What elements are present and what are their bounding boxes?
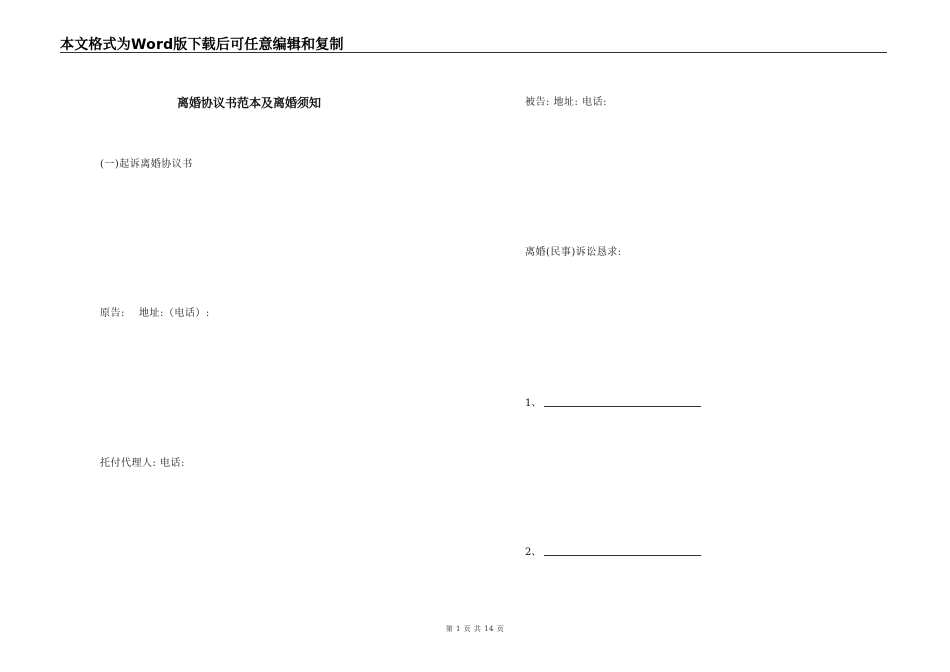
page-footer: 第 1 页 共 14 页	[445, 625, 505, 633]
defendant-line: 被告: 地址: 电话:	[525, 97, 607, 108]
document-header: 本文格式为Word版下载后可任意编辑和复制	[60, 37, 344, 53]
fill-in-blank-line	[544, 405, 701, 407]
header-divider	[60, 52, 887, 53]
claim-item	[525, 543, 701, 558]
fill-in-blank-line	[544, 554, 701, 556]
claim-item	[525, 394, 701, 409]
claim-item-label: 2、	[525, 547, 542, 558]
claim-item-label: 1、	[525, 398, 542, 409]
section-heading: (一)起诉离婚协议书	[100, 159, 193, 170]
claims-heading: 离婚(民事)诉讼恳求:	[525, 247, 622, 258]
document-title: 离婚协议书范本及离婚须知	[177, 96, 322, 110]
agent-line: 托付代理人: 电话:	[100, 458, 185, 469]
plaintiff-line: 原告: 地址:（电话）:	[100, 308, 210, 319]
